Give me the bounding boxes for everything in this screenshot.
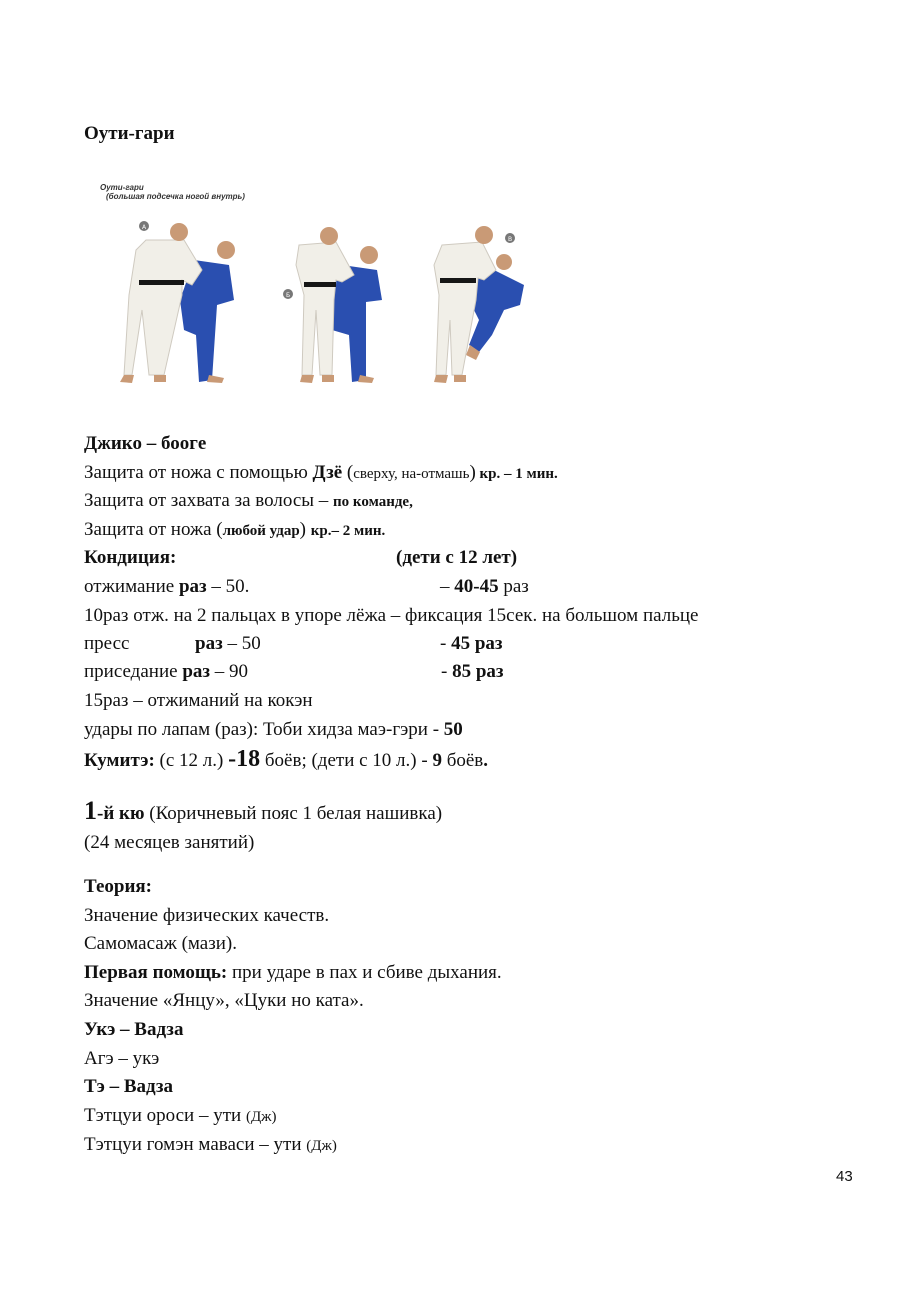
jiko-item-1-text: Защита от ножа с помощью bbox=[84, 462, 313, 483]
pushups-kids-count: 40-45 bbox=[454, 576, 499, 597]
jiko-item-3-paren-close: ) bbox=[299, 519, 311, 540]
press-kids bbox=[440, 632, 503, 656]
uke-waza-item: Агэ – укэ bbox=[84, 1048, 160, 1069]
condition-kids-note: (дети с 12 лет) bbox=[396, 547, 518, 568]
frame-b bbox=[283, 227, 382, 383]
kumite-period: . bbox=[483, 750, 489, 771]
press-kids-dash: - bbox=[440, 633, 452, 654]
jiko-item-1-weapon: Дзё bbox=[312, 462, 343, 483]
jiko-item-3-strike: любой удар bbox=[222, 523, 300, 539]
jiko-item-3-duration: кр.– 2 мин. bbox=[310, 523, 386, 539]
press-kids-count: 45 раз bbox=[451, 633, 503, 654]
te-waza-item-2-text: Тэтцуи гомэн маваси – ути bbox=[84, 1134, 307, 1155]
jiko-item-2 bbox=[84, 489, 413, 514]
jiko-title: Джико – боогe bbox=[84, 433, 207, 454]
jiko-item-3-text: Защита от ножа ( bbox=[84, 519, 223, 540]
koken-line: 15раз – отжиманий на кокэн bbox=[84, 690, 313, 711]
pads-label: удары по лапам (раз): Тоби хидза маэ-гэри - bbox=[84, 719, 444, 740]
jiko-item-1 bbox=[84, 461, 558, 486]
press-label: пресс bbox=[84, 633, 130, 654]
te-waza-item-1 bbox=[84, 1104, 277, 1129]
theory-yantsu: Значение «Янцу», «Цуки но ката». bbox=[84, 990, 364, 1011]
squat-kids bbox=[441, 660, 504, 684]
marker-c: В bbox=[507, 236, 513, 243]
marker-b: Б bbox=[285, 292, 291, 299]
squat-kids-count: 85 раз bbox=[452, 661, 504, 682]
kyu-label: -й кю bbox=[97, 803, 145, 824]
pads-count: 50 bbox=[443, 719, 463, 740]
theory-item-1: Значение физических качеств. bbox=[84, 905, 330, 926]
press-count bbox=[195, 632, 261, 656]
te-waza-label: Тэ – Вадза bbox=[84, 1076, 174, 1097]
jiko-item-3 bbox=[84, 518, 385, 543]
kumite-adult-count: -18 bbox=[228, 746, 261, 772]
figure-caption-title: Оути-гари bbox=[100, 183, 144, 192]
jiko-item-2-text: Защита от захвата за волосы – bbox=[84, 490, 334, 511]
section-title: Оути-гари bbox=[84, 123, 175, 144]
frame-a bbox=[120, 221, 235, 383]
pushups-kids-unit: раз bbox=[498, 576, 529, 597]
pushups-unit: раз bbox=[178, 576, 207, 597]
judo-throw-illustration bbox=[84, 170, 544, 395]
kumite-kids-text: боёв; (дети с 10 л.) - bbox=[260, 750, 433, 771]
figure-caption-subtitle: (большая подсечка ногой внутрь) bbox=[106, 192, 245, 201]
te-waza-item-1-note: (Дж) bbox=[245, 1109, 277, 1125]
first-aid-text: при ударе в пах и сбиве дыхания. bbox=[227, 962, 502, 983]
jiko-item-1-paren-close: ) bbox=[469, 462, 476, 483]
pushups-kids-dash: – bbox=[440, 576, 455, 597]
kumite-kids-count: 9 bbox=[432, 750, 442, 771]
uke-waza-label: Укэ – Вадза bbox=[84, 1019, 184, 1040]
press-value: – 50 bbox=[222, 633, 261, 654]
squat-label: приседание bbox=[84, 661, 183, 682]
pushups-count: – 50. bbox=[206, 576, 250, 597]
kyu-months: (24 месяцев занятий) bbox=[84, 832, 255, 853]
squat-kids-dash: - bbox=[441, 661, 453, 682]
pushups-label: отжимание bbox=[84, 576, 179, 597]
pads-line bbox=[84, 718, 463, 742]
theory-item-2: Самомасаж (мази). bbox=[84, 933, 237, 954]
page-number: 43 bbox=[836, 1168, 853, 1185]
kumite-age-adult: (с 12 л.) bbox=[154, 750, 229, 771]
te-waza-item-2-note: (Дж) bbox=[306, 1138, 337, 1154]
frame-c bbox=[434, 226, 524, 383]
kyu-heading bbox=[84, 796, 442, 829]
first-aid-line bbox=[84, 961, 502, 985]
press-unit: раз bbox=[195, 633, 223, 654]
jiko-item-2-note: по команде, bbox=[333, 494, 413, 510]
marker-a: А bbox=[141, 224, 147, 231]
kyu-number: 1 bbox=[84, 796, 97, 825]
kumite-label: Кумитэ: bbox=[84, 750, 155, 771]
jiko-item-1-detail: сверху, на-отмашь bbox=[353, 466, 470, 482]
jiko-item-1-paren-open: ( bbox=[342, 462, 354, 483]
pushups-line bbox=[84, 575, 249, 599]
finger-pushups-line: 10раз отж. на 2 пальцах в упоре лёжа – фиксация 15сек. на большом пальце bbox=[84, 605, 699, 626]
pushups-kids bbox=[440, 575, 529, 599]
squat-line bbox=[84, 660, 248, 684]
kumite-line bbox=[84, 747, 488, 773]
jiko-item-1-duration: кр. – 1 мин. bbox=[475, 466, 558, 482]
kyu-belt: (Коричневый пояс 1 белая нашивка) bbox=[144, 803, 443, 824]
theory-label: Теория: bbox=[84, 876, 153, 897]
squat-unit: раз bbox=[182, 661, 211, 682]
condition-label: Кондиция: bbox=[84, 547, 177, 568]
squat-count: – 90 bbox=[210, 661, 249, 682]
te-waza-item-1-text: Тэтцуи ороси – ути bbox=[84, 1105, 246, 1126]
te-waza-item-2 bbox=[84, 1133, 337, 1158]
kumite-kids-unit: боёв bbox=[441, 750, 484, 771]
first-aid-label: Первая помощь: bbox=[84, 962, 228, 983]
